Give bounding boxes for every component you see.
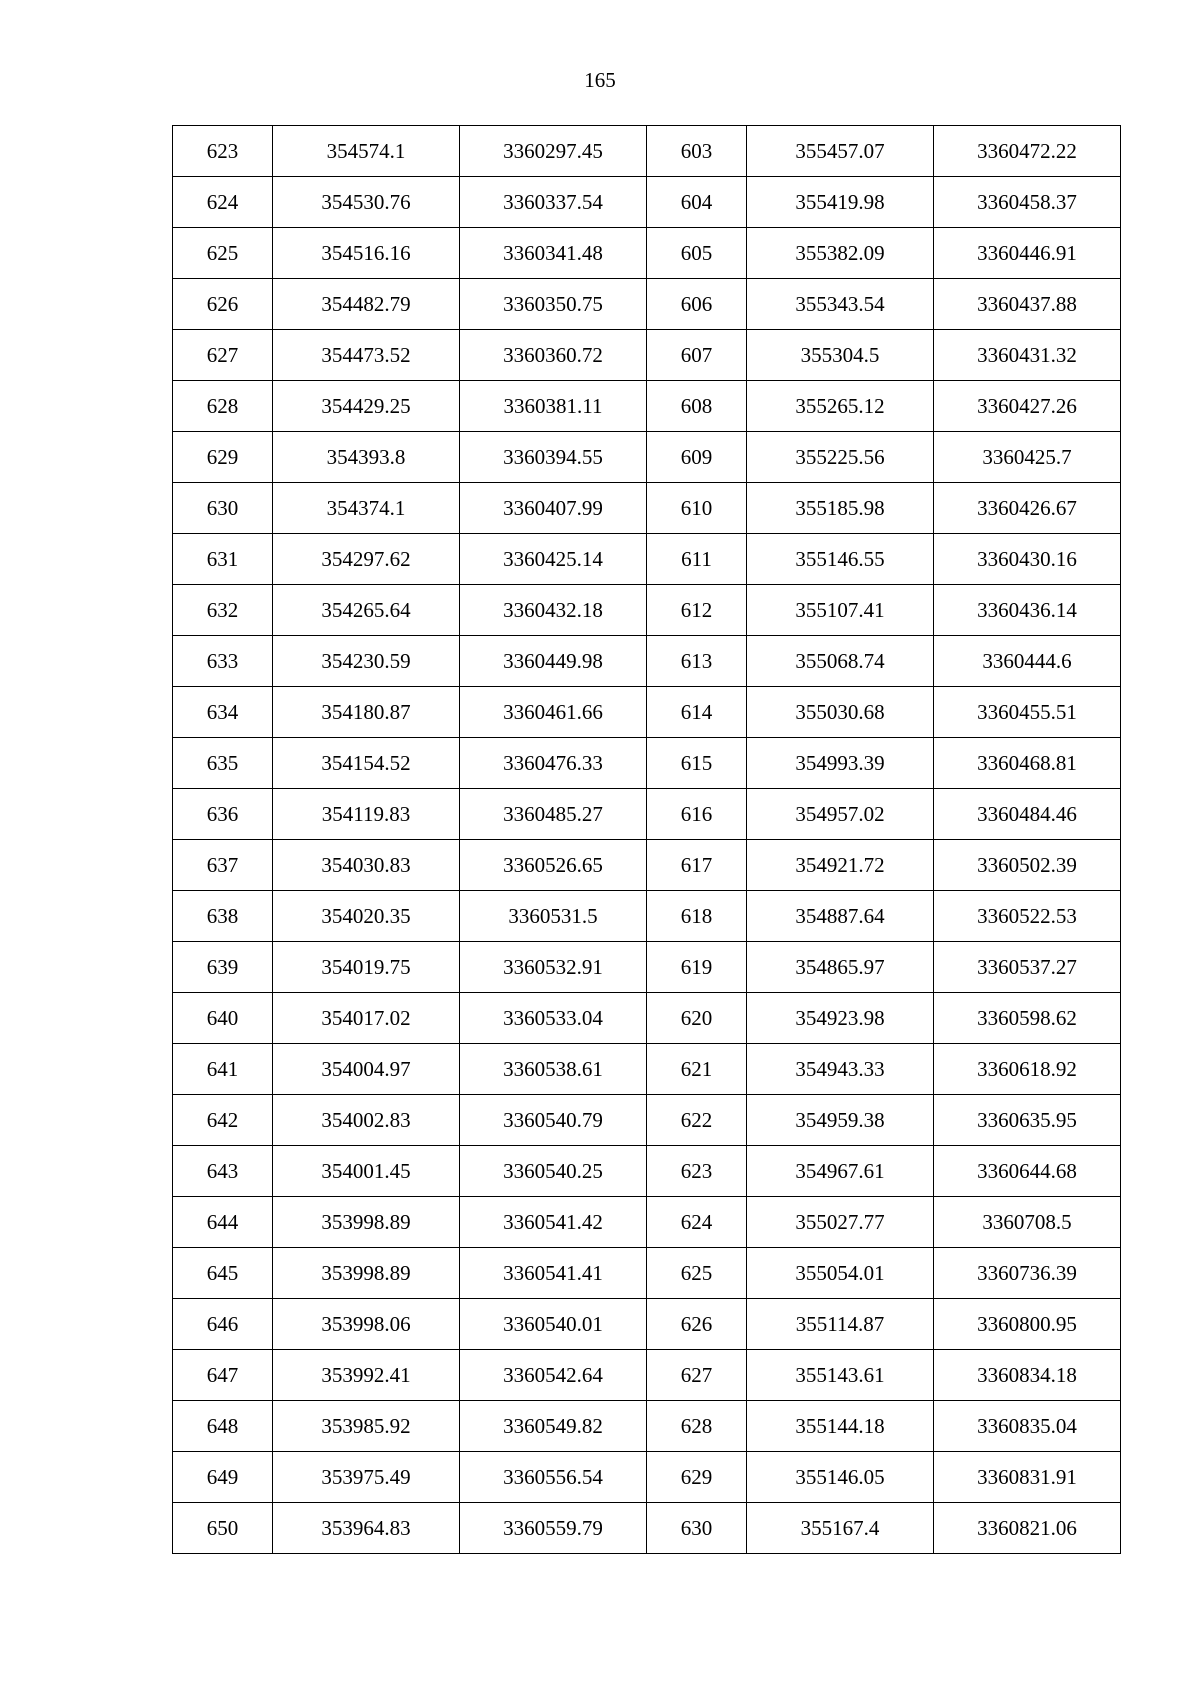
point-id-cell: 625	[173, 228, 273, 279]
y-coordinate-cell: 3360598.62	[934, 993, 1121, 1044]
y-coordinate-cell: 3360436.14	[934, 585, 1121, 636]
y-coordinate-cell: 3360297.45	[460, 126, 647, 177]
point-id-cell: 625	[647, 1248, 747, 1299]
y-coordinate-cell: 3360835.04	[934, 1401, 1121, 1452]
x-coordinate-cell: 354957.02	[747, 789, 934, 840]
point-id-cell: 636	[173, 789, 273, 840]
x-coordinate-cell: 354019.75	[273, 942, 460, 993]
x-coordinate-cell: 354020.35	[273, 891, 460, 942]
coordinate-table	[172, 125, 1121, 1554]
y-coordinate-cell: 3360458.37	[934, 177, 1121, 228]
y-coordinate-cell: 3360834.18	[934, 1350, 1121, 1401]
x-coordinate-cell: 354887.64	[747, 891, 934, 942]
y-coordinate-cell: 3360437.88	[934, 279, 1121, 330]
table-row	[173, 432, 1121, 483]
y-coordinate-cell: 3360431.32	[934, 330, 1121, 381]
y-coordinate-cell: 3360432.18	[460, 585, 647, 636]
table-row	[173, 687, 1121, 738]
point-id-cell: 604	[647, 177, 747, 228]
x-coordinate-cell: 354297.62	[273, 534, 460, 585]
y-coordinate-cell: 3360455.51	[934, 687, 1121, 738]
x-coordinate-cell: 353998.06	[273, 1299, 460, 1350]
y-coordinate-cell: 3360531.5	[460, 891, 647, 942]
y-coordinate-cell: 3360559.79	[460, 1503, 647, 1554]
y-coordinate-cell: 3360341.48	[460, 228, 647, 279]
table-row	[173, 534, 1121, 585]
y-coordinate-cell: 3360427.26	[934, 381, 1121, 432]
x-coordinate-cell: 355265.12	[747, 381, 934, 432]
point-id-cell: 646	[173, 1299, 273, 1350]
point-id-cell: 617	[647, 840, 747, 891]
y-coordinate-cell: 3360360.72	[460, 330, 647, 381]
table-row	[173, 1452, 1121, 1503]
point-id-cell: 628	[173, 381, 273, 432]
point-id-cell: 629	[173, 432, 273, 483]
x-coordinate-cell: 353975.49	[273, 1452, 460, 1503]
table-row	[173, 738, 1121, 789]
x-coordinate-cell: 354429.25	[273, 381, 460, 432]
y-coordinate-cell: 3360541.42	[460, 1197, 647, 1248]
point-id-cell: 610	[647, 483, 747, 534]
y-coordinate-cell: 3360472.22	[934, 126, 1121, 177]
table-row	[173, 381, 1121, 432]
y-coordinate-cell: 3360538.61	[460, 1044, 647, 1095]
y-coordinate-cell: 3360644.68	[934, 1146, 1121, 1197]
y-coordinate-cell: 3360407.99	[460, 483, 647, 534]
point-id-cell: 644	[173, 1197, 273, 1248]
x-coordinate-cell: 355107.41	[747, 585, 934, 636]
table-row	[173, 330, 1121, 381]
y-coordinate-cell: 3360350.75	[460, 279, 647, 330]
x-coordinate-cell: 354030.83	[273, 840, 460, 891]
x-coordinate-cell: 355167.4	[747, 1503, 934, 1554]
x-coordinate-cell: 353985.92	[273, 1401, 460, 1452]
point-id-cell: 641	[173, 1044, 273, 1095]
x-coordinate-cell: 354393.8	[273, 432, 460, 483]
y-coordinate-cell: 3360821.06	[934, 1503, 1121, 1554]
point-id-cell: 629	[647, 1452, 747, 1503]
x-coordinate-cell: 354516.16	[273, 228, 460, 279]
point-id-cell: 650	[173, 1503, 273, 1554]
x-coordinate-cell: 354180.87	[273, 687, 460, 738]
x-coordinate-cell: 354001.45	[273, 1146, 460, 1197]
point-id-cell: 616	[647, 789, 747, 840]
point-id-cell: 609	[647, 432, 747, 483]
x-coordinate-cell: 354959.38	[747, 1095, 934, 1146]
y-coordinate-cell: 3360484.46	[934, 789, 1121, 840]
x-coordinate-cell: 355143.61	[747, 1350, 934, 1401]
y-coordinate-cell: 3360444.6	[934, 636, 1121, 687]
y-coordinate-cell: 3360426.67	[934, 483, 1121, 534]
point-id-cell: 647	[173, 1350, 273, 1401]
y-coordinate-cell: 3360537.27	[934, 942, 1121, 993]
y-coordinate-cell: 3360800.95	[934, 1299, 1121, 1350]
point-id-cell: 615	[647, 738, 747, 789]
x-coordinate-cell: 355114.87	[747, 1299, 934, 1350]
x-coordinate-cell: 355144.18	[747, 1401, 934, 1452]
x-coordinate-cell: 353998.89	[273, 1248, 460, 1299]
point-id-cell: 640	[173, 993, 273, 1044]
point-id-cell: 633	[173, 636, 273, 687]
table-row	[173, 993, 1121, 1044]
point-id-cell: 614	[647, 687, 747, 738]
x-coordinate-cell: 354865.97	[747, 942, 934, 993]
y-coordinate-cell: 3360540.01	[460, 1299, 647, 1350]
x-coordinate-cell: 353998.89	[273, 1197, 460, 1248]
point-id-cell: 649	[173, 1452, 273, 1503]
x-coordinate-cell: 355027.77	[747, 1197, 934, 1248]
table-row	[173, 177, 1121, 228]
x-coordinate-cell: 354230.59	[273, 636, 460, 687]
y-coordinate-cell: 3360556.54	[460, 1452, 647, 1503]
y-coordinate-cell: 3360831.91	[934, 1452, 1121, 1503]
x-coordinate-cell: 355185.98	[747, 483, 934, 534]
point-id-cell: 628	[647, 1401, 747, 1452]
point-id-cell: 631	[173, 534, 273, 585]
point-id-cell: 645	[173, 1248, 273, 1299]
x-coordinate-cell: 355457.07	[747, 126, 934, 177]
point-id-cell: 626	[647, 1299, 747, 1350]
x-coordinate-cell: 354482.79	[273, 279, 460, 330]
x-coordinate-cell: 354473.52	[273, 330, 460, 381]
table-row	[173, 1146, 1121, 1197]
y-coordinate-cell: 3360540.25	[460, 1146, 647, 1197]
x-coordinate-cell: 354002.83	[273, 1095, 460, 1146]
x-coordinate-cell: 354004.97	[273, 1044, 460, 1095]
point-id-cell: 605	[647, 228, 747, 279]
table-row	[173, 840, 1121, 891]
y-coordinate-cell: 3360446.91	[934, 228, 1121, 279]
x-coordinate-cell: 354993.39	[747, 738, 934, 789]
x-coordinate-cell: 354017.02	[273, 993, 460, 1044]
y-coordinate-cell: 3360430.16	[934, 534, 1121, 585]
x-coordinate-cell: 354265.64	[273, 585, 460, 636]
x-coordinate-cell: 353964.83	[273, 1503, 460, 1554]
table-row	[173, 891, 1121, 942]
table-row	[173, 1044, 1121, 1095]
x-coordinate-cell: 355146.05	[747, 1452, 934, 1503]
point-id-cell: 642	[173, 1095, 273, 1146]
y-coordinate-cell: 3360381.11	[460, 381, 647, 432]
point-id-cell: 622	[647, 1095, 747, 1146]
table-row	[173, 942, 1121, 993]
table-row	[173, 126, 1121, 177]
table-row	[173, 483, 1121, 534]
point-id-cell: 606	[647, 279, 747, 330]
table-row	[173, 636, 1121, 687]
y-coordinate-cell: 3360337.54	[460, 177, 647, 228]
table-row	[173, 1401, 1121, 1452]
point-id-cell: 626	[173, 279, 273, 330]
y-coordinate-cell: 3360541.41	[460, 1248, 647, 1299]
point-id-cell: 619	[647, 942, 747, 993]
y-coordinate-cell: 3360618.92	[934, 1044, 1121, 1095]
x-coordinate-cell: 354943.33	[747, 1044, 934, 1095]
x-coordinate-cell: 355382.09	[747, 228, 934, 279]
y-coordinate-cell: 3360502.39	[934, 840, 1121, 891]
y-coordinate-cell: 3360485.27	[460, 789, 647, 840]
point-id-cell: 630	[173, 483, 273, 534]
x-coordinate-cell: 355343.54	[747, 279, 934, 330]
table-row	[173, 789, 1121, 840]
x-coordinate-cell: 355068.74	[747, 636, 934, 687]
y-coordinate-cell: 3360449.98	[460, 636, 647, 687]
y-coordinate-cell: 3360461.66	[460, 687, 647, 738]
point-id-cell: 618	[647, 891, 747, 942]
x-coordinate-cell: 355304.5	[747, 330, 934, 381]
point-id-cell: 638	[173, 891, 273, 942]
x-coordinate-cell: 353992.41	[273, 1350, 460, 1401]
y-coordinate-cell: 3360532.91	[460, 942, 647, 993]
point-id-cell: 639	[173, 942, 273, 993]
y-coordinate-cell: 3360635.95	[934, 1095, 1121, 1146]
point-id-cell: 637	[173, 840, 273, 891]
y-coordinate-cell: 3360540.79	[460, 1095, 647, 1146]
x-coordinate-cell: 354154.52	[273, 738, 460, 789]
table-row	[173, 1095, 1121, 1146]
table-row	[173, 1503, 1121, 1554]
table-row	[173, 1248, 1121, 1299]
x-coordinate-cell: 354574.1	[273, 126, 460, 177]
point-id-cell: 623	[647, 1146, 747, 1197]
y-coordinate-cell: 3360425.7	[934, 432, 1121, 483]
point-id-cell: 603	[647, 126, 747, 177]
page-number: 165	[584, 68, 616, 92]
table-row	[173, 1299, 1121, 1350]
x-coordinate-cell: 354921.72	[747, 840, 934, 891]
y-coordinate-cell: 3360394.55	[460, 432, 647, 483]
x-coordinate-cell: 355030.68	[747, 687, 934, 738]
y-coordinate-cell: 3360542.64	[460, 1350, 647, 1401]
point-id-cell: 607	[647, 330, 747, 381]
point-id-cell: 635	[173, 738, 273, 789]
table-row	[173, 585, 1121, 636]
y-coordinate-cell: 3360526.65	[460, 840, 647, 891]
x-coordinate-cell: 354119.83	[273, 789, 460, 840]
point-id-cell: 620	[647, 993, 747, 1044]
y-coordinate-cell: 3360708.5	[934, 1197, 1121, 1248]
point-id-cell: 627	[173, 330, 273, 381]
point-id-cell: 624	[173, 177, 273, 228]
x-coordinate-cell: 355054.01	[747, 1248, 934, 1299]
table-row	[173, 1197, 1121, 1248]
point-id-cell: 643	[173, 1146, 273, 1197]
y-coordinate-cell: 3360533.04	[460, 993, 647, 1044]
y-coordinate-cell: 3360425.14	[460, 534, 647, 585]
table-row	[173, 279, 1121, 330]
x-coordinate-cell: 355146.55	[747, 534, 934, 585]
point-id-cell: 608	[647, 381, 747, 432]
point-id-cell: 648	[173, 1401, 273, 1452]
x-coordinate-cell: 355225.56	[747, 432, 934, 483]
x-coordinate-cell: 354530.76	[273, 177, 460, 228]
point-id-cell: 624	[647, 1197, 747, 1248]
y-coordinate-cell: 3360476.33	[460, 738, 647, 789]
point-id-cell: 630	[647, 1503, 747, 1554]
x-coordinate-cell: 354923.98	[747, 993, 934, 1044]
x-coordinate-cell: 354374.1	[273, 483, 460, 534]
y-coordinate-cell: 3360522.53	[934, 891, 1121, 942]
y-coordinate-cell: 3360549.82	[460, 1401, 647, 1452]
x-coordinate-cell: 354967.61	[747, 1146, 934, 1197]
coordinate-table-body	[173, 126, 1121, 1554]
point-id-cell: 613	[647, 636, 747, 687]
point-id-cell: 611	[647, 534, 747, 585]
y-coordinate-cell: 3360736.39	[934, 1248, 1121, 1299]
y-coordinate-cell: 3360468.81	[934, 738, 1121, 789]
table-row	[173, 228, 1121, 279]
point-id-cell: 627	[647, 1350, 747, 1401]
point-id-cell: 632	[173, 585, 273, 636]
point-id-cell: 621	[647, 1044, 747, 1095]
point-id-cell: 623	[173, 126, 273, 177]
table-row	[173, 1350, 1121, 1401]
point-id-cell: 612	[647, 585, 747, 636]
point-id-cell: 634	[173, 687, 273, 738]
x-coordinate-cell: 355419.98	[747, 177, 934, 228]
